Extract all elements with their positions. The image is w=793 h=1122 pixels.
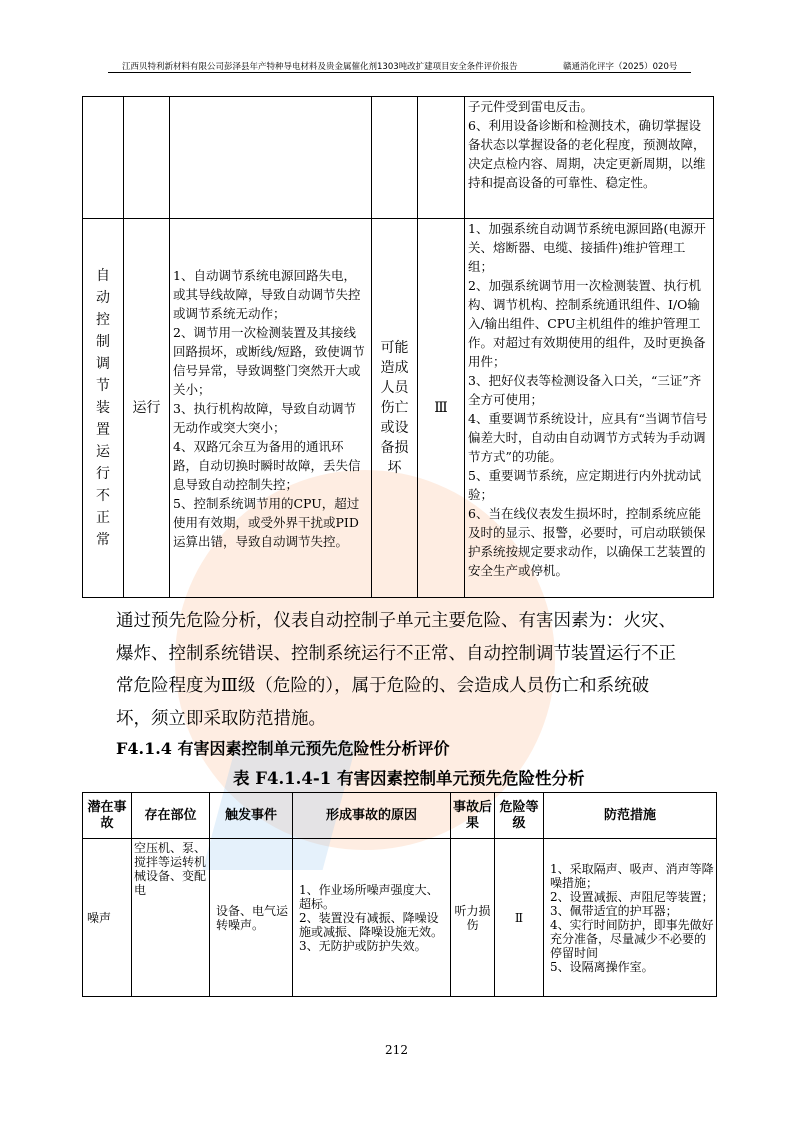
column-header: 事故后果 xyxy=(451,793,495,839)
header-right: 赣通消化评字（2025）020号 xyxy=(563,62,678,72)
column-header: 潜在事故 xyxy=(83,793,132,839)
hazard-cell: 自动控制调节装置运行不正常 xyxy=(83,219,124,598)
location-cell: 运行 xyxy=(124,219,170,598)
table-header-row xyxy=(83,793,717,839)
table-row xyxy=(83,97,714,219)
cause-item: 4、双路冗余互为备用的通讯环路，自动切换时瞬时故障，丢失信息导致自动控制失控； xyxy=(173,438,361,492)
causes-cell xyxy=(293,839,451,997)
table-title: 表 F4.1.4-1 有害因素控制单元预先危险性分析 xyxy=(233,769,585,788)
measure-item: 6、利用设备诊断和检测技术，确切掌握设备状态以掌握设备的老化程度，预测故障，决定点检内容、周期，决定更新周期，以维持和提高设备的可靠性、稳定性。 xyxy=(468,118,706,190)
measure-item: 6、当在线仪表发生损坏时，控制系统应能及时的显示、报警，必要时，可启动联锁保护系统按规定要求动作，以确保工艺装置的安全生产或停机。 xyxy=(468,506,706,578)
measures-cell xyxy=(465,97,714,219)
table-cell xyxy=(170,97,372,219)
header-rule xyxy=(108,72,691,73)
paragraph-text: 通过预先危险分析，仪表自动控制子单元主要危险、有害因素为：火灾、爆炸、控制系统错误、控制系统运行不正常、自动控制调节装置运行不正常危险程度为Ⅲ级（危险的），属于危险的、会造成人员伤亡和系统破坏，须立即采取防范措施。 xyxy=(116,611,676,729)
table-cell xyxy=(83,97,124,219)
location-cell: 空压机、泵、搅拌等运转机械设备、变配电 xyxy=(132,839,210,997)
causes-cell xyxy=(170,219,372,598)
measures-cell xyxy=(544,839,717,997)
measure-item: 3、把好仪表等检测设备入口关，“三证”齐全方可使用； xyxy=(468,373,702,407)
measure-item: 3、佩带适宜的护耳器； xyxy=(550,903,678,918)
column-header: 危险等级 xyxy=(495,793,544,839)
header-left: 江西贝特利新材料有限公司彭泽县年产特种导电材料及贵金属催化剂1303吨改扩建项目安全条件评价报告 xyxy=(122,62,518,72)
measure-item: 5、重要调节系统，应定期进行内外扰动试验； xyxy=(468,468,701,502)
consequence-cell: 可能造成人员伤亡或设备损坏 xyxy=(372,219,418,598)
measure-item: 4、实行时间防护，即事先做好充分准备，尽量减少不必要的停留时间 xyxy=(550,917,714,960)
level-cell: Ⅱ xyxy=(495,839,544,997)
cause-item: 1、自动调节系统电源回路失电，或其导线故障，导致自动调节失控或调节系统无动作； xyxy=(173,267,361,321)
table-row xyxy=(83,839,717,997)
level-cell: Ⅲ xyxy=(418,219,465,598)
column-header: 存在部位 xyxy=(132,793,210,839)
analysis-table-continued xyxy=(82,96,714,598)
table-row xyxy=(83,219,714,598)
trigger-cell: 设备、电气运转噪声。 xyxy=(210,839,293,997)
consequence-cell: 听力损伤 xyxy=(451,839,495,997)
cause-item: 2、装置没有减振、降噪设施或减振、降噪设施无效。 xyxy=(299,910,444,939)
hazard-control-table xyxy=(82,792,717,997)
measure-item: 1、采取隔声、吸声、消声等降噪措施； xyxy=(550,861,714,890)
cause-item: 3、执行机构故障，导致自动调节无动作或突大突小； xyxy=(173,400,356,435)
measure-item: 1、加强系统自动调节系统电源回路(电源开关、熔断器、电缆、接插件)维护管理工组； xyxy=(468,221,706,274)
cause-item: 3、无防护或防护失效。 xyxy=(299,938,427,953)
table-cell xyxy=(124,97,170,219)
cause-item: 5、控制系统调节用的CPU，超过使用有效期，或受外界干扰或PID运算出错，导致自动调节失控。 xyxy=(173,495,360,549)
measure-item: 子元件受到雷电反击。 xyxy=(468,99,594,114)
page-number: 212 xyxy=(385,1043,408,1057)
column-header: 触发事件 xyxy=(210,793,293,839)
column-header: 防范措施 xyxy=(544,793,717,839)
measure-item: 2、加强系统调节用一次检测装置、执行机构、调节机构、控制系统通讯组件、I/O输入/输出组件、CPU主机组件的维护管理工作。对超过有效期使用的组件，及时更换备用件； xyxy=(468,278,706,369)
table-cell xyxy=(418,97,465,219)
summary-paragraph xyxy=(116,605,681,735)
measure-item: 5、设隔离操作室。 xyxy=(550,959,654,974)
measures-cell xyxy=(465,219,714,598)
cause-item: 2、调节用一次检测装置及其接线回路损坏，或断线/短路，致使调节信号异常，导致调整门突然开大或关小； xyxy=(173,324,365,397)
measure-item: 2、设置减振、声阻尼等装置； xyxy=(550,889,714,904)
section-heading: F4.1.4 有害因素控制单元预先危险性分析评价 xyxy=(116,739,450,758)
measure-item: 4、重要调节系统设计，应具有“当调节信号偏差大时，自动由自动调节方式转为手动调节方式”的功能。 xyxy=(468,411,708,464)
column-header: 形成事故的原因 xyxy=(293,793,451,839)
table-cell xyxy=(372,97,418,219)
hazard-cell: 噪声 xyxy=(83,839,132,997)
cause-item: 1、作业场所噪声强度大、超标。 xyxy=(299,882,439,911)
